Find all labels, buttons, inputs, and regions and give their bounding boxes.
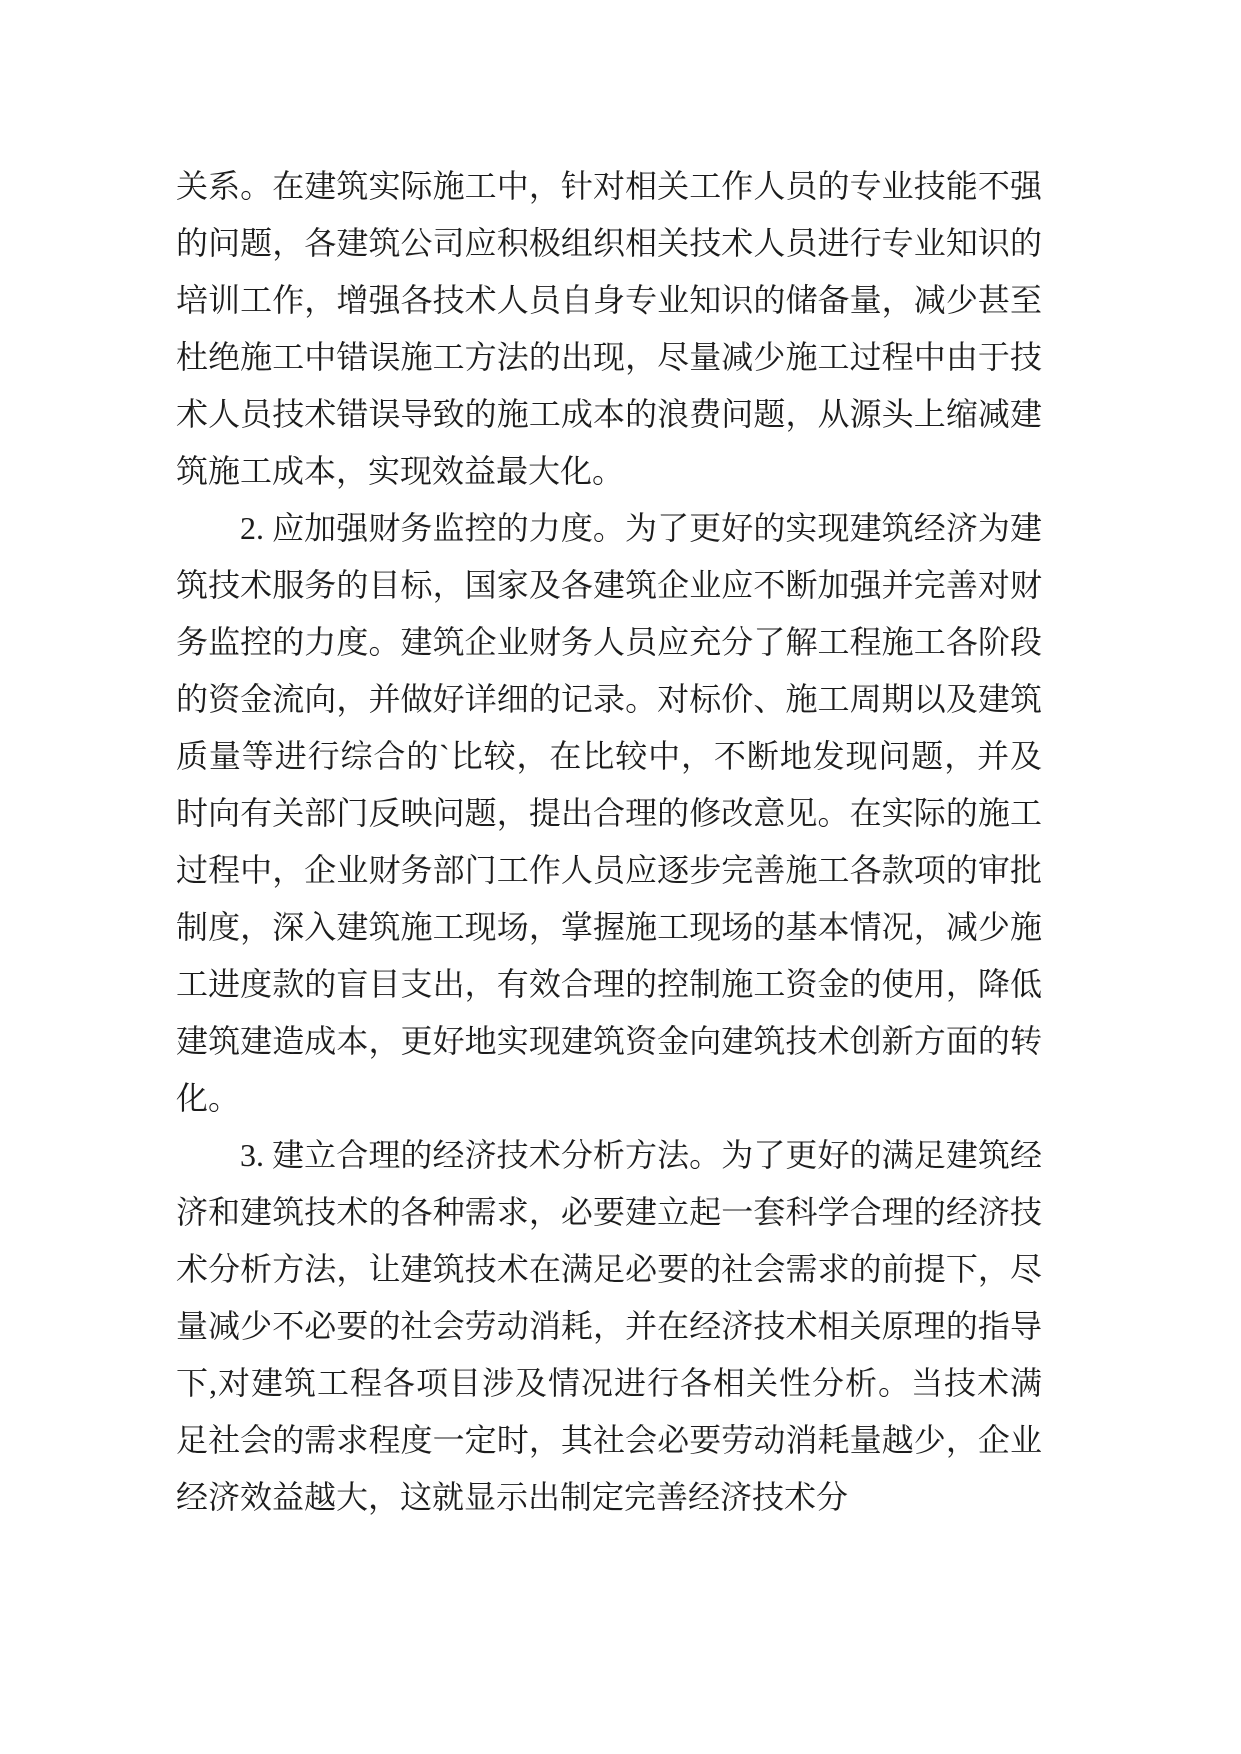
paragraph-item-2: 2. 应加强财务监控的力度。为了更好的实现建筑经济为建筑技术服务的目标，国家及各建筑企业应不断加强并完善对财务监控的力度。建筑企业财务人员应充分了解工程施工各阶段的资金流向，并做好详细的记录。对标价、施工周期以及建筑质量等进行综合的`比较，在比较中，不断地发现问题，并及时向有关部门反映问题，提出合理的修改意见。在实际的施工过程中，企业财务部门工作人员应逐步完善施工各款项的审批制度，深入建筑施工现场，掌握施工现场的基本情况，减少施工进度款的盲目支出，有效合理的控制施工资金的使用，降低建筑建造成本，更好地实现建筑资金向建筑技术创新方面的转化。: [176, 510, 1042, 1116]
document-body: [176, 158, 1042, 1526]
paragraph-continuation: 关系。在建筑实际施工中，针对相关工作人员的专业技能不强的问题，各建筑公司应积极组织相关技术人员进行专业知识的培训工作，增强各技术人员自身专业知识的储备量，减少甚至杜绝施工中错误施工方法的出现，尽量减少施工过程中由于技术人员技术错误导致的施工成本的浪费问题，从源头上缩减建筑施工成本，实现效益最大化。: [176, 168, 1042, 489]
paragraph-item-3: 3. 建立合理的经济技术分析方法。为了更好的满足建筑经济和建筑技术的各种需求，必要建立起一套科学合理的经济技术分析方法，让建筑技术在满足必要的社会需求的前提下，尽量减少不必要的社会劳动消耗，并在经济技术相关原理的指导下,对建筑工程各项目涉及情况进行各相关性分析。当技术满足社会的需求程度一定时，其社会必要劳动消耗量越少，企业经济效益越大，这就显示出制定完善经济技术分: [176, 1137, 1042, 1515]
